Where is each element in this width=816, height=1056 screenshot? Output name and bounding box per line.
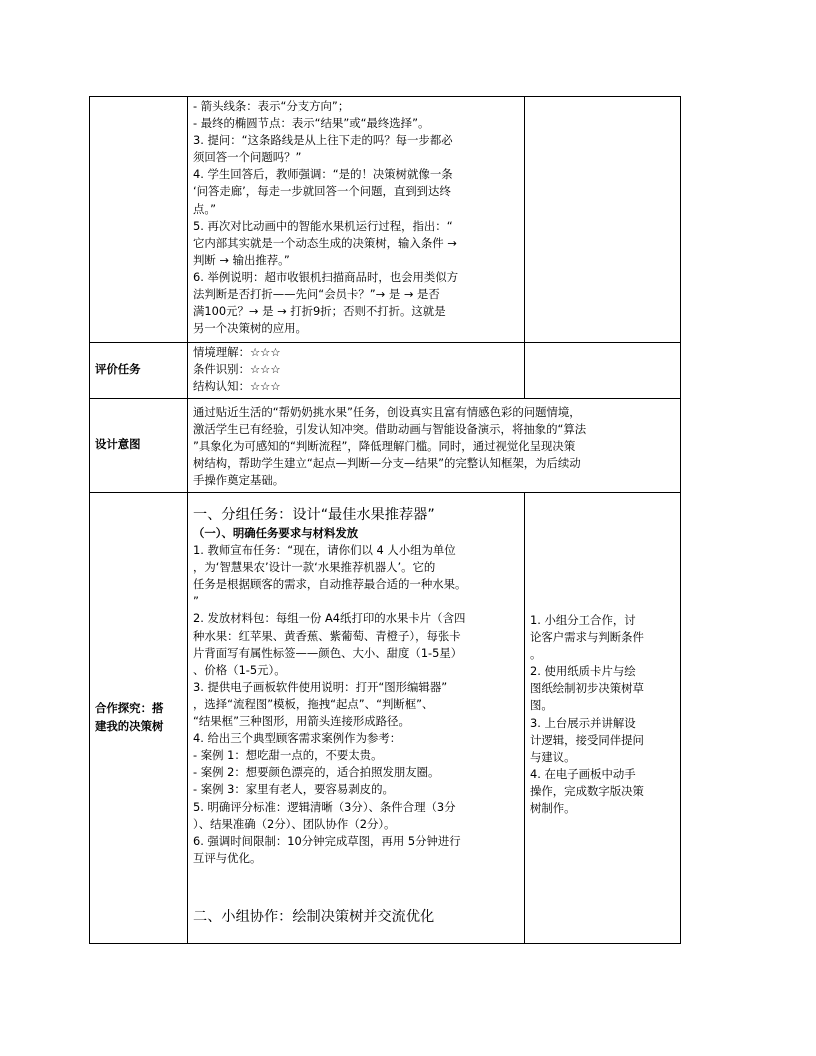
process-line: 4. 学生回答后，教师强调：“是的！决策树就像一条: [193, 167, 453, 182]
evaluation-empty-cell: [525, 343, 681, 399]
task-line: “结果框”三种图形，用箭头连接形成路径。: [193, 714, 410, 729]
evaluation-item: 条件识别：☆☆☆: [193, 362, 281, 377]
evaluation-label: 评价任务: [90, 343, 188, 399]
task-line: - 案例 3：家里有老人，要容易剥皮的。: [193, 782, 394, 797]
cooperation-row: [90, 493, 681, 944]
cooperation-label-line: 建我的决策树: [95, 718, 164, 733]
task-line: 6. 强调时间限制：10分钟完成草图，再用 5分钟进行: [193, 833, 461, 848]
process-line: ‘问答走廊’，每走一步就回答一个问题，直到到达终: [193, 184, 451, 199]
task-line: ）、结果准确（2分）、团队协作（2分）。: [193, 816, 396, 831]
lesson-plan-table: [89, 96, 681, 944]
student-activity-line: 2. 使用纸质卡片与绘: [530, 664, 636, 679]
task-line: ，选择“流程图”模板，拖拽“起点”、“判断框”、: [193, 696, 434, 711]
task-line: - 案例 2：想要颜色漂亮的，适合拍照发朋友圈。: [193, 765, 440, 780]
process-line: 满100元？→ 是 → 打折9折；否则不打折。这就是: [193, 304, 446, 319]
evaluation-content-cell: [188, 343, 525, 399]
student-activity-cell: [525, 493, 681, 944]
student-activity-line: 图纸绘制初步决策树草: [530, 681, 644, 696]
task-line: 、价格（1-5元）。: [193, 662, 286, 677]
process-line: 点。”: [193, 201, 216, 216]
section-heading-1: 一、分组任务：设计“最佳水果推荐器”: [193, 507, 435, 523]
task-line: 5. 明确评分标准：逻辑清晰（3分）、条件合理（3分: [193, 799, 456, 814]
student-activity-line: 计逻辑，接受同伴提问: [530, 732, 644, 747]
student-activity-line: 图。: [530, 698, 553, 713]
cooperation-label-line: 合作探究：搭: [95, 701, 164, 716]
process-line: 6. 举例说明：超市收银机扫描商品时，也会用类似方: [193, 269, 459, 284]
process-content-cell: [188, 97, 525, 343]
sub-heading: （一）、明确任务要求与材料发放: [193, 526, 359, 540]
student-activity-line: 1. 小组分工合作，讨: [530, 613, 636, 627]
evaluation-row: [90, 343, 681, 399]
task-line: ，为‘智慧果农’设计一款‘水果推荐机器人’。它的: [193, 560, 436, 575]
student-activity-line: 4. 在电子画板中动手: [530, 766, 636, 781]
task-line: 种水果：红苹果、黄香蕉、紫葡萄、青橙子），每张卡: [193, 628, 461, 643]
cooperation-label: [90, 493, 188, 944]
task-line: ”: [193, 594, 199, 609]
design-line: 树结构，帮助学生建立“起点—判断—分支—结果”的完整认知框架，为后续动: [193, 456, 581, 471]
blank-space: [193, 867, 519, 907]
student-activity-line: 3. 上台展示并讲解设: [530, 715, 636, 730]
process-line: 它内部其实就是一个动态生成的决策树，输入条件 →: [193, 235, 457, 250]
process-line: 另一个决策树的应用。: [193, 321, 307, 336]
task-line: - 案例 1：想吃甜一点的，不要太贵。: [193, 748, 383, 763]
section-heading-2: 二、小组协作：绘制决策树并交流优化: [193, 908, 435, 925]
design-row: [90, 399, 681, 493]
process-line: 5. 再次对比动画中的智能水果机运行过程，指出：“: [193, 218, 453, 233]
design-line: 手操作奠定基础。: [193, 473, 285, 488]
student-activity-line: 树制作。: [530, 801, 576, 816]
student-activity-line: 与建议。: [530, 749, 576, 764]
design-label: 设计意图: [90, 399, 188, 493]
task-line: 互评与优化。: [193, 850, 262, 865]
process-line: 须回答一个问题吗？”: [193, 150, 302, 165]
evaluation-item: 情境理解：☆☆☆: [193, 345, 281, 359]
task-line: 片背面写有属性标签——颜色、大小、甜度（1-5星）: [193, 645, 463, 660]
task-line: 1. 教师宣布任务：“现在，请你们以 4 人小组为单位: [193, 543, 456, 558]
process-label-cell: [90, 97, 188, 343]
process-line: - 箭头线条：表示“分支方向”；: [193, 99, 350, 113]
process-line: 3. 提问：“这条路线是从上往下走的吗？每一步都必: [193, 133, 453, 148]
evaluation-item: 结构认知：☆☆☆: [193, 379, 281, 394]
design-line: ”具象化为可感知的“判断流程”，降低理解门槛。同时，通过视觉化呈现决策: [193, 439, 576, 454]
task-line: 2. 发放材料包：每组一份 A4纸打印的水果卡片（含四: [193, 611, 466, 626]
design-line: 激活学生已有经验，引发认知冲突。借助动画与智能设备演示，将抽象的“算法: [193, 422, 587, 437]
task-line: 4. 给出三个典型顾客需求案例作为参考：: [193, 731, 402, 746]
task-line: 任务是根据顾客的需求，自动推荐最合适的一种水果。: [193, 577, 467, 592]
process-line: 法判断是否打折——先问“会员卡？”→ 是 → 是否: [193, 287, 440, 302]
cooperation-content-cell: [188, 493, 525, 944]
design-content-cell: [188, 399, 681, 493]
student-activity-line: 论客户需求与判断条件: [530, 630, 644, 645]
process-row: [90, 97, 681, 343]
student-activity-line: 操作，完成数字版决策: [530, 783, 644, 798]
student-activity-list: [530, 612, 675, 817]
process-line: 判断 → 输出推荐。”: [193, 252, 290, 267]
process-line: - 最终的椭圆节点：表示“结果”或“最终选择”。: [193, 116, 430, 131]
process-student-cell: [525, 97, 681, 343]
student-activity-line: 。: [530, 647, 542, 662]
design-line: 通过贴近生活的“帮奶奶挑水果”任务，创设真实且富有情感色彩的问题情境，: [193, 405, 581, 419]
task-line: 3. 提供电子画板软件使用说明：打开“图形编辑器”: [193, 679, 448, 694]
